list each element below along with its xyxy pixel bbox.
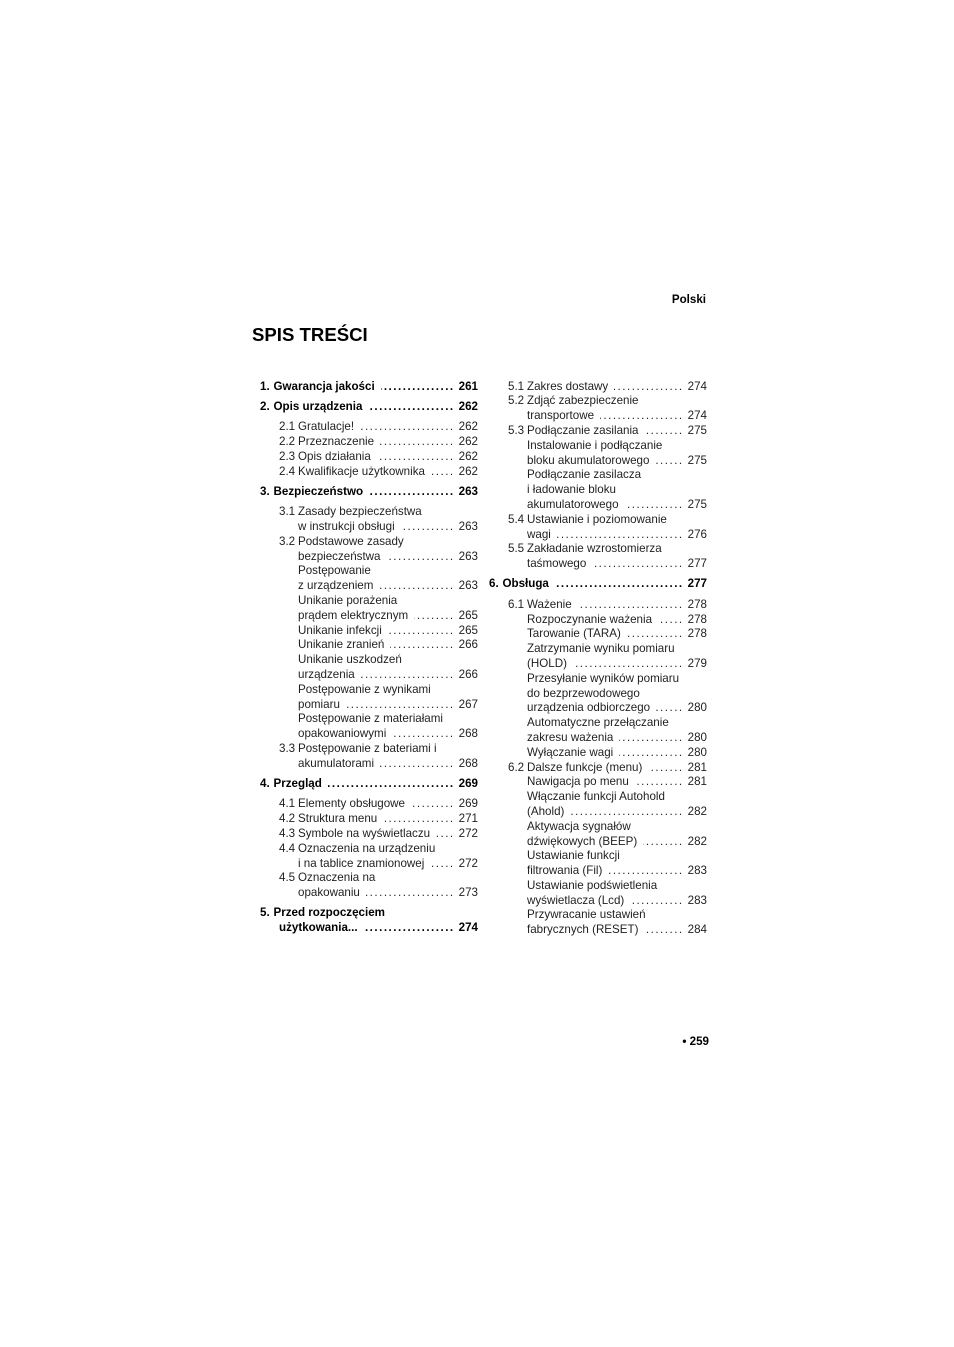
toc-entry-text: Symbole na wyświetlaczu bbox=[298, 826, 431, 840]
toc-section bbox=[260, 400, 478, 415]
toc-topic bbox=[489, 716, 707, 746]
toc-entry-text: Unikanie uszkodzeń bbox=[298, 653, 402, 667]
toc-subsection bbox=[260, 505, 478, 535]
toc-topic bbox=[489, 627, 707, 642]
toc-page-number: 263 bbox=[458, 579, 478, 593]
toc-entry-line bbox=[260, 579, 478, 594]
dot-leader bbox=[570, 805, 683, 820]
toc-page-number: 269 bbox=[458, 797, 478, 811]
dot-leader bbox=[656, 701, 684, 716]
toc-subsection bbox=[489, 380, 707, 395]
toc-entry-number: 3.1 bbox=[279, 505, 296, 519]
toc-entry-line bbox=[260, 921, 478, 936]
toc-entry-number: 2. bbox=[260, 399, 270, 413]
toc-page-number: 273 bbox=[458, 886, 478, 900]
toc-entry-text: Ustawianie i poziomowanie bbox=[527, 512, 667, 526]
toc-entry-line bbox=[260, 857, 478, 872]
toc-entry-number: 6.2 bbox=[508, 760, 525, 774]
toc-entry-line bbox=[489, 879, 707, 894]
toc-entry-text: w instrukcji obsługi bbox=[298, 519, 395, 533]
dot-leader bbox=[555, 577, 684, 592]
toc-page-number: 262 bbox=[458, 449, 478, 463]
toc-entry-number: 3.2 bbox=[279, 534, 296, 548]
toc-entry-text: fabrycznych (RESET) bbox=[527, 923, 639, 937]
toc-entry-text: Rozpoczynanie ważenia bbox=[527, 612, 653, 626]
dot-leader bbox=[627, 627, 684, 642]
toc-entry-text: urządzenia bbox=[298, 667, 355, 681]
toc-entry-line bbox=[260, 485, 478, 500]
toc-page-number: 269 bbox=[458, 777, 478, 791]
toc-entry-text: bezpieczeństwa bbox=[298, 549, 381, 563]
dot-leader bbox=[379, 579, 454, 594]
toc-entry-text: wyświetlacza (Lcd) bbox=[527, 893, 625, 907]
toc-page-number: 280 bbox=[687, 701, 707, 715]
toc-page-number: 272 bbox=[458, 856, 478, 870]
dot-leader bbox=[655, 454, 683, 469]
toc-entry-line bbox=[489, 775, 707, 790]
dot-leader bbox=[436, 827, 455, 842]
dot-leader bbox=[608, 864, 683, 879]
toc-entry-text: Przeznaczenie bbox=[298, 434, 375, 448]
toc-subsection bbox=[260, 465, 478, 480]
dot-leader bbox=[573, 657, 684, 672]
toc-topic bbox=[489, 642, 707, 672]
toc-entry-number: 3.3 bbox=[279, 741, 296, 755]
dot-leader bbox=[431, 465, 455, 480]
toc-page-number: 262 bbox=[458, 434, 478, 448]
bullet-icon: • bbox=[682, 1035, 687, 1048]
toc-entry-line bbox=[260, 668, 478, 683]
toc-entry-text: Dalsze funkcje (menu) bbox=[527, 760, 643, 774]
language-label: Polski bbox=[671, 293, 706, 306]
toc-entry-line bbox=[260, 886, 478, 901]
toc-entry-text: Podstawowe zasady bbox=[298, 534, 404, 548]
toc-entry-line bbox=[489, 528, 707, 543]
toc-page-number: 283 bbox=[687, 864, 707, 878]
toc-entry-text: Podłączanie zasilania bbox=[527, 423, 639, 437]
toc-entry-text: Opis urządzenia bbox=[273, 399, 363, 413]
toc-topic bbox=[260, 594, 478, 624]
dot-leader bbox=[346, 698, 455, 713]
toc-entry-line bbox=[260, 777, 478, 792]
toc-entry-line bbox=[489, 483, 707, 498]
toc-topic bbox=[489, 908, 707, 938]
toc-section bbox=[260, 380, 478, 395]
toc-entry-text: Unikanie infekcji bbox=[298, 623, 382, 637]
toc-section bbox=[489, 577, 707, 592]
dot-leader bbox=[361, 668, 455, 683]
dot-leader bbox=[600, 409, 684, 424]
toc-entry-number: 5. bbox=[260, 906, 270, 920]
toc-page-number: 274 bbox=[687, 379, 707, 393]
toc-entry-text: pomiaru bbox=[298, 697, 340, 711]
toc-entry-line bbox=[260, 400, 478, 415]
toc-entry-text: Nawigacja po menu bbox=[527, 775, 629, 789]
toc-page-number: 263 bbox=[458, 549, 478, 563]
dot-leader bbox=[614, 380, 683, 395]
dot-leader bbox=[592, 557, 683, 572]
toc-entry-text: Ustawianie podświetlenia bbox=[527, 878, 658, 892]
toc-topic bbox=[489, 746, 707, 761]
toc-page-number: 268 bbox=[458, 727, 478, 741]
toc-page-number: 271 bbox=[458, 812, 478, 826]
toc-subsection bbox=[489, 424, 707, 439]
toc-topic bbox=[260, 683, 478, 713]
toc-entry-line bbox=[489, 439, 707, 454]
toc-entry-number: 6. bbox=[489, 577, 499, 591]
toc-entry-line bbox=[489, 835, 707, 850]
toc-entry-text: i ładowanie bloku bbox=[527, 483, 616, 497]
toc-entry-line bbox=[489, 716, 707, 731]
dot-leader bbox=[430, 857, 454, 872]
toc-page-number: 262 bbox=[458, 420, 478, 434]
toc-page-number: 266 bbox=[458, 667, 478, 681]
toc-page-number: 279 bbox=[687, 656, 707, 670]
toc-subsection bbox=[260, 812, 478, 827]
toc-page-number: 276 bbox=[687, 527, 707, 541]
toc-entry-line bbox=[489, 908, 707, 923]
toc-entry-text: Zatrzymanie wyniku pomiaru bbox=[527, 642, 675, 656]
toc-page-number: 274 bbox=[458, 921, 478, 935]
toc-entry-line bbox=[489, 557, 707, 572]
toc-entry-line bbox=[260, 712, 478, 727]
toc-entry-line bbox=[260, 906, 478, 921]
page-footer bbox=[682, 1035, 709, 1049]
toc-entry-text: Instalowanie i podłączanie bbox=[527, 438, 663, 452]
toc-page-number: 261 bbox=[458, 379, 478, 393]
toc-entry-number: 5.3 bbox=[508, 423, 525, 437]
dot-leader bbox=[648, 761, 683, 776]
toc-right-column bbox=[489, 380, 707, 938]
toc-topic bbox=[489, 775, 707, 790]
toc-entry-number: 4.5 bbox=[279, 871, 296, 885]
toc-entry-text: Zakres dostawy bbox=[527, 379, 609, 393]
toc-topic bbox=[489, 790, 707, 820]
toc-entry-text: Włączanie funkcji Autohold bbox=[527, 790, 665, 804]
toc-section bbox=[260, 906, 478, 936]
toc-subsection bbox=[260, 435, 478, 450]
dot-leader bbox=[381, 380, 455, 395]
toc-entry-text: Przywracanie ustawień bbox=[527, 908, 646, 922]
toc-entry-line bbox=[260, 624, 478, 639]
dot-leader bbox=[380, 757, 455, 772]
page-title: SPIS TREŚCI bbox=[252, 324, 368, 345]
toc-entry-text: Automatyczne przełączanie bbox=[527, 716, 669, 730]
dot-leader bbox=[368, 400, 454, 415]
toc-page-number: 283 bbox=[687, 893, 707, 907]
toc-entry-line bbox=[489, 642, 707, 657]
toc-topic bbox=[260, 638, 478, 653]
toc-entry-text: Aktywacja sygnałów bbox=[527, 819, 631, 833]
toc-entry-text: Struktura menu bbox=[298, 812, 378, 826]
toc-entry-text: Podłączanie zasilacza bbox=[527, 468, 642, 482]
dot-leader bbox=[578, 598, 684, 613]
toc-page-number: 281 bbox=[687, 775, 707, 789]
toc-page-number: 280 bbox=[687, 730, 707, 744]
toc-page-number: 267 bbox=[458, 697, 478, 711]
toc-entry-line bbox=[489, 894, 707, 909]
toc-entry-line bbox=[260, 683, 478, 698]
toc-subsection bbox=[260, 420, 478, 435]
dot-leader bbox=[630, 894, 683, 909]
dot-leader bbox=[658, 613, 684, 628]
toc-entry-text: dźwiękowych (BEEP) bbox=[527, 834, 638, 848]
toc-topic bbox=[260, 712, 478, 742]
toc-entry-number: 4.1 bbox=[279, 797, 296, 811]
toc-entry-text: Oznaczenia na bbox=[298, 871, 376, 885]
toc-entry-text: użytkowania... bbox=[279, 921, 358, 935]
toc-entry-text: transportowe bbox=[527, 409, 595, 423]
toc-entry-line bbox=[260, 653, 478, 668]
toc-entry-text: (Ahold) bbox=[527, 804, 565, 818]
toc-entry-text: Postępowanie z materiałami bbox=[298, 712, 443, 726]
dot-leader bbox=[411, 797, 455, 812]
toc-topic bbox=[489, 820, 707, 850]
toc-entry-text: Wyłączanie wagi bbox=[527, 745, 614, 759]
toc-entry-text: Ustawianie funkcji bbox=[527, 849, 620, 863]
toc-entry-line bbox=[489, 805, 707, 820]
toc-page-number: 275 bbox=[687, 423, 707, 437]
dot-leader bbox=[360, 420, 455, 435]
toc-entry-text: Postępowanie z wynikami bbox=[298, 682, 431, 696]
toc-entry-line bbox=[260, 564, 478, 579]
toc-page-number: 265 bbox=[458, 623, 478, 637]
toc-entry-text: bloku akumulatorowego bbox=[527, 453, 650, 467]
toc-subsection bbox=[260, 827, 478, 842]
toc-topic bbox=[489, 849, 707, 879]
toc-entry-line bbox=[489, 746, 707, 761]
toc-page-number: 278 bbox=[687, 597, 707, 611]
toc-entry-text: Elementy obsługowe bbox=[298, 797, 405, 811]
toc-entry-text: Oznaczenia na urządzeniu bbox=[298, 841, 436, 855]
dot-leader bbox=[557, 528, 684, 543]
dot-leader bbox=[625, 498, 684, 513]
toc-left-column bbox=[260, 380, 478, 936]
toc-entry-text: zakresu ważenia bbox=[527, 730, 614, 744]
toc-entry-line bbox=[260, 698, 478, 713]
toc-entry-line bbox=[489, 790, 707, 805]
toc-topic bbox=[260, 624, 478, 639]
toc-entry-line bbox=[489, 820, 707, 835]
toc-entry-number: 6.1 bbox=[508, 597, 525, 611]
toc-page-number: 278 bbox=[687, 612, 707, 626]
toc-subsection bbox=[489, 761, 707, 776]
dot-leader bbox=[619, 746, 683, 761]
toc-entry-number: 5.5 bbox=[508, 542, 525, 556]
dot-leader bbox=[380, 435, 455, 450]
toc-subsection bbox=[260, 842, 478, 872]
toc-subsection bbox=[260, 742, 478, 772]
toc-section bbox=[260, 777, 478, 792]
toc-entry-line bbox=[260, 609, 478, 624]
toc-entry-number: 5.4 bbox=[508, 512, 525, 526]
toc-entry-text: Zakładanie wzrostomierza bbox=[527, 542, 662, 556]
dot-leader bbox=[388, 624, 455, 639]
toc-topic bbox=[489, 468, 707, 512]
toc-subsection bbox=[489, 394, 707, 424]
toc-entry-text: Gwarancja jakości bbox=[273, 379, 375, 393]
toc-page-number: 277 bbox=[687, 557, 707, 571]
toc-topic bbox=[489, 439, 707, 469]
toc-page-number: 275 bbox=[687, 453, 707, 467]
toc-entry-number: 4. bbox=[260, 777, 270, 791]
toc-page-number: 275 bbox=[687, 497, 707, 511]
toc-page-number: 282 bbox=[687, 834, 707, 848]
toc-entry-line bbox=[489, 731, 707, 746]
toc-entry-text: urządzenia odbiorczego bbox=[527, 701, 651, 715]
toc-entry-text: Obsługa bbox=[502, 577, 549, 591]
toc-entry-line bbox=[489, 687, 707, 702]
dot-leader bbox=[635, 775, 684, 790]
toc-entry-text: Opis działania bbox=[298, 449, 371, 463]
toc-subsection bbox=[260, 797, 478, 812]
toc-entry-text: Unikanie zranień bbox=[298, 638, 385, 652]
toc-entry-number: 4.2 bbox=[279, 812, 296, 826]
toc-entry-number: 4.4 bbox=[279, 841, 296, 855]
toc-page-number: 281 bbox=[687, 760, 707, 774]
toc-page-number: 265 bbox=[458, 608, 478, 622]
dot-leader bbox=[366, 886, 455, 901]
toc-entry-line bbox=[260, 638, 478, 653]
toc-entry-line bbox=[260, 727, 478, 742]
toc-entry-text: akumulatorowego bbox=[527, 497, 619, 511]
toc-page-number: 268 bbox=[458, 756, 478, 770]
toc-entry-text: do bezprzewodowego bbox=[527, 686, 640, 700]
toc-entry-number: 5.1 bbox=[508, 379, 525, 393]
toc-entry-line bbox=[260, 757, 478, 772]
toc-entry-number: 2.1 bbox=[279, 420, 296, 434]
toc-entry-number: 5.2 bbox=[508, 394, 525, 408]
toc-entry-text: Zdjąć zabezpieczenie bbox=[527, 394, 639, 408]
toc-entry-line bbox=[489, 577, 707, 592]
toc-entry-line bbox=[489, 864, 707, 879]
toc-entry-text: Gratulacje! bbox=[298, 420, 355, 434]
toc-page-number: 274 bbox=[687, 409, 707, 423]
toc-entry-number: 1. bbox=[260, 379, 270, 393]
dot-leader bbox=[401, 520, 455, 535]
toc-page-number: 272 bbox=[458, 826, 478, 840]
toc-entry-text: opakowaniu bbox=[298, 886, 360, 900]
toc-entry-text: i na tablice znamionowej bbox=[298, 856, 425, 870]
toc-entry-line bbox=[489, 657, 707, 672]
toc-page-number: 278 bbox=[687, 627, 707, 641]
toc-subsection bbox=[489, 542, 707, 572]
toc-topic bbox=[489, 879, 707, 909]
toc-section bbox=[260, 485, 478, 500]
toc-entry-text: Tarowanie (TARA) bbox=[527, 627, 621, 641]
dot-leader bbox=[643, 835, 683, 850]
toc-subsection bbox=[260, 535, 478, 565]
dot-leader bbox=[377, 450, 455, 465]
dot-leader bbox=[644, 923, 683, 938]
toc-entry-text: opakowaniowymi bbox=[298, 727, 387, 741]
toc-entry-line bbox=[489, 672, 707, 687]
toc-entry-line bbox=[489, 409, 707, 424]
toc-entry-text: Przed rozpoczęciem bbox=[273, 906, 385, 920]
toc-entry-text: (HOLD) bbox=[527, 656, 567, 670]
toc-entry-text: Przesyłanie wyników pomiaru bbox=[527, 671, 680, 685]
toc-entry-text: Zasady bezpieczeństwa bbox=[298, 505, 422, 519]
toc-page-number: 262 bbox=[458, 399, 478, 413]
toc-entry-number: 2.4 bbox=[279, 464, 296, 478]
toc-entry-line bbox=[260, 550, 478, 565]
toc-entry-number: 3. bbox=[260, 484, 270, 498]
dot-leader bbox=[390, 638, 454, 653]
toc-entry-text: Ważenie bbox=[527, 597, 572, 611]
toc-topic bbox=[489, 672, 707, 716]
toc-entry-line bbox=[489, 701, 707, 716]
dot-leader bbox=[619, 731, 683, 746]
toc-topic bbox=[260, 564, 478, 594]
toc-page-number: 282 bbox=[687, 804, 707, 818]
toc-entry-line bbox=[489, 613, 707, 628]
toc-page-number: 263 bbox=[458, 484, 478, 498]
toc-subsection bbox=[489, 513, 707, 543]
toc-entry-text: z urządzeniem bbox=[298, 579, 374, 593]
toc-entry-text: akumulatorami bbox=[298, 756, 375, 770]
toc-page-number: 284 bbox=[687, 923, 707, 937]
toc-entry-text: wagi bbox=[527, 527, 551, 541]
toc-subsection bbox=[260, 450, 478, 465]
toc-topic bbox=[489, 613, 707, 628]
toc-page-number: 266 bbox=[458, 638, 478, 652]
toc-page-number: 263 bbox=[458, 519, 478, 533]
toc-entry-text: Przegląd bbox=[273, 777, 322, 791]
dot-leader bbox=[369, 485, 455, 500]
toc-entry-number: 2.2 bbox=[279, 434, 296, 448]
toc-entry-line bbox=[489, 923, 707, 938]
dot-leader bbox=[364, 921, 455, 936]
toc-entry-text: Postępowanie bbox=[298, 564, 371, 578]
toc-entry-line bbox=[260, 594, 478, 609]
dot-leader bbox=[645, 424, 684, 439]
toc-subsection bbox=[489, 598, 707, 613]
toc-subsection bbox=[260, 871, 478, 901]
toc-entry-number: 2.3 bbox=[279, 449, 296, 463]
page-number: 259 bbox=[689, 1035, 709, 1048]
dot-leader bbox=[392, 727, 454, 742]
toc-page-number: 262 bbox=[458, 464, 478, 478]
toc-entry-line bbox=[489, 498, 707, 513]
toc-entry-line bbox=[260, 380, 478, 395]
toc-entry-line bbox=[489, 627, 707, 642]
dot-leader bbox=[387, 550, 455, 565]
toc-entry-text: Kwalifikacje użytkownika bbox=[298, 464, 425, 478]
toc-entry-text: taśmowego bbox=[527, 557, 587, 571]
toc-entry-line bbox=[489, 849, 707, 864]
toc-entry-line bbox=[489, 454, 707, 469]
toc-page-number: 277 bbox=[687, 577, 707, 591]
dot-leader bbox=[328, 777, 455, 792]
toc-entry-text: filtrowania (Fil) bbox=[527, 864, 603, 878]
toc-entry-text: Postępowanie z bateriami i bbox=[298, 741, 437, 755]
toc-page-number: 280 bbox=[687, 745, 707, 759]
toc-entry-line bbox=[260, 520, 478, 535]
dot-leader bbox=[414, 609, 454, 624]
toc-entry-text: Bezpieczeństwo bbox=[273, 484, 364, 498]
toc-entry-text: Unikanie porażenia bbox=[298, 593, 398, 607]
toc-topic bbox=[260, 653, 478, 683]
toc-entry-line bbox=[489, 468, 707, 483]
toc-entry-text: prądem elektrycznym bbox=[298, 608, 409, 622]
dot-leader bbox=[383, 812, 454, 827]
toc-entry-number: 4.3 bbox=[279, 826, 296, 840]
